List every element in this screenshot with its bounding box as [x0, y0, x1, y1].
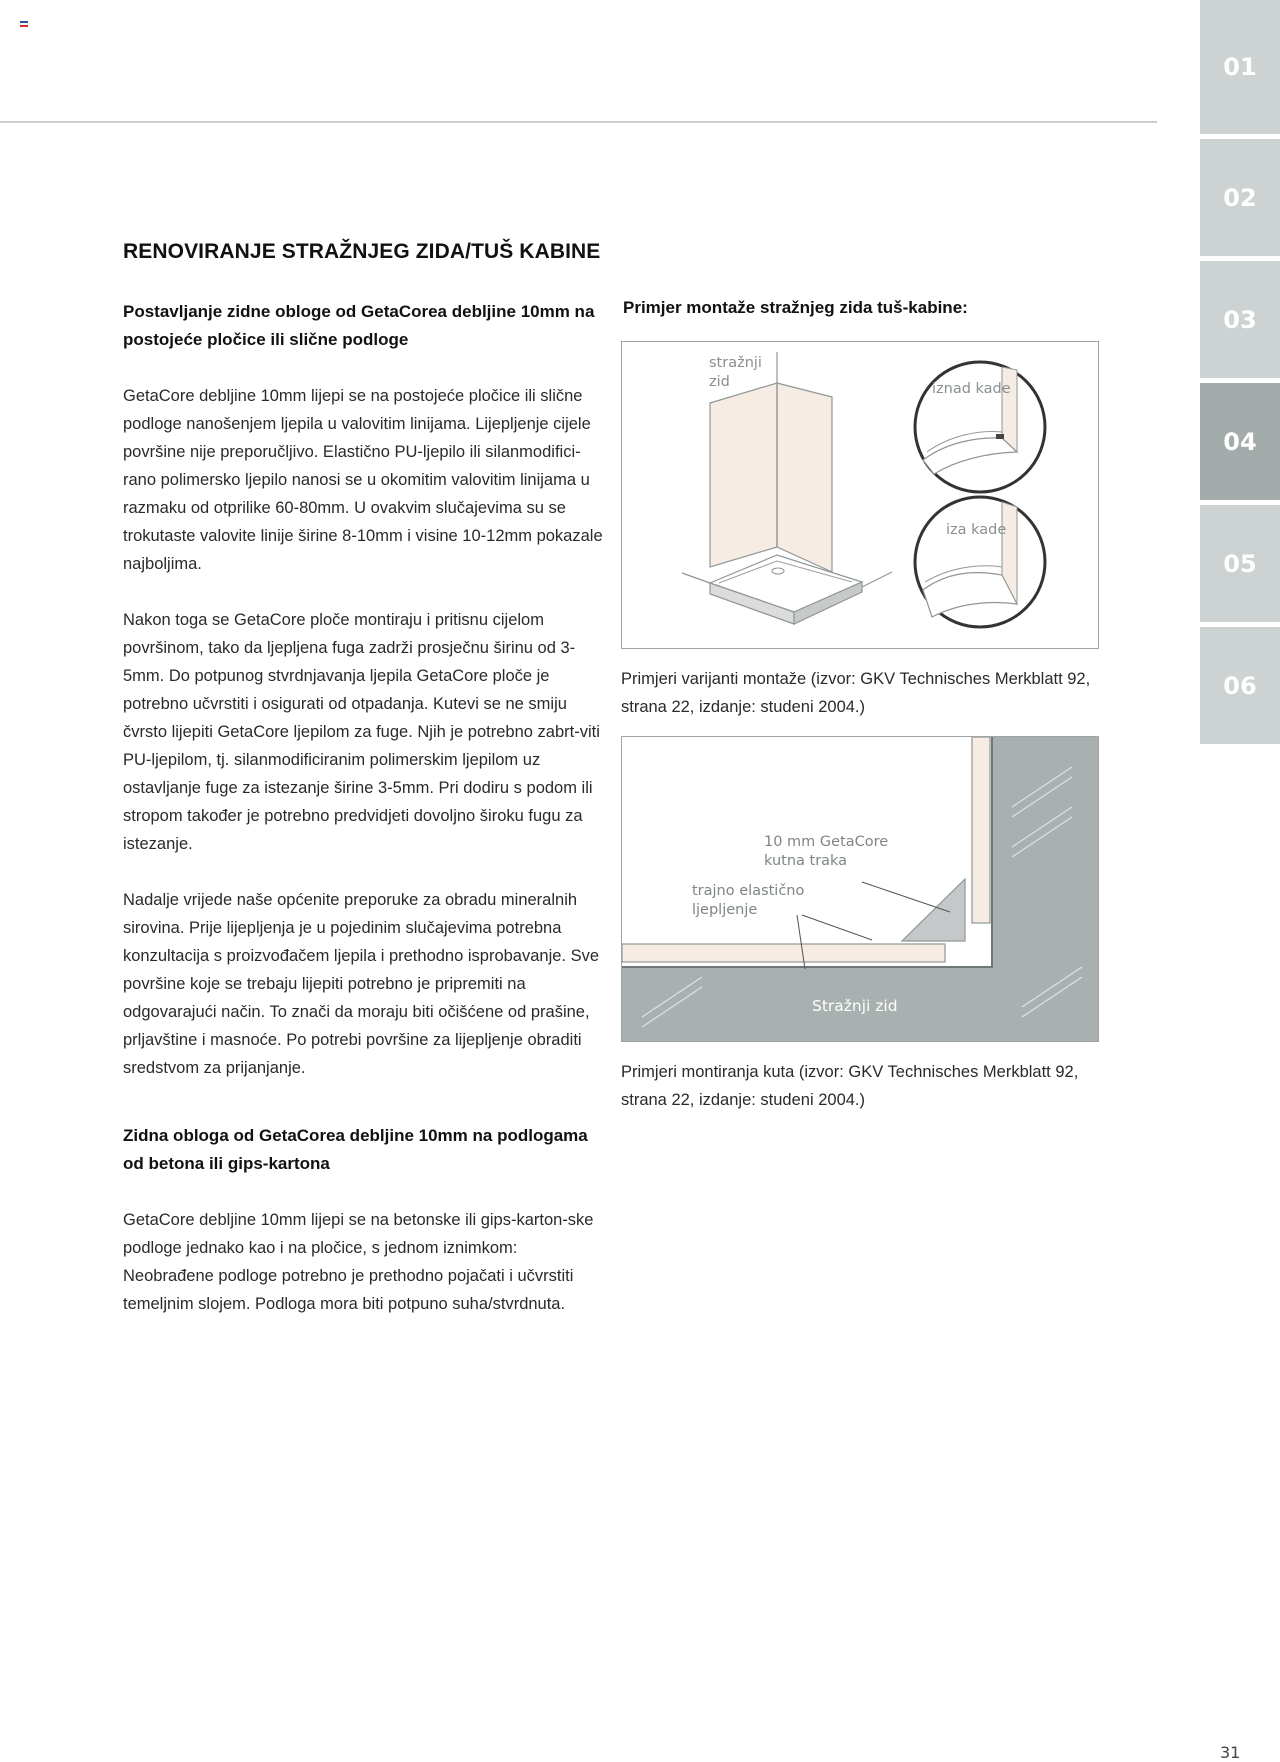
tab-chapter-04[interactable]: 04 [1200, 383, 1280, 500]
language-flag-icon[interactable] [20, 21, 28, 27]
shower-wall-figure [621, 341, 1099, 649]
label-elastic-glue-2: ljepljenje [692, 902, 758, 918]
header-divider [0, 121, 1157, 123]
label-rear-wall-1: stražnji [709, 355, 762, 371]
figure1-title: Primjer montaže stražnjeg zida tuš-kabine: [623, 298, 968, 317]
tab-chapter-02[interactable]: 02 [1200, 139, 1280, 256]
tab-chapter-03[interactable]: 03 [1200, 261, 1280, 378]
section1-paragraph-1: GetaCore debljine 10mm lijepi se na postojeće pločice ili slične podloge nanošenjem ljepila u valovitim linijama. Lijepljenje cijele površine nije preporučljivo. Elastično PU-ljepilo ili silanmodifici-rano polimersko ljepilo nanosi se u okomitim valovitim linijama u razmaku od otprilike 60-80mm. U ovakvim slučajevima su se trokutaste valovite linije širine 8-10mm i visine 10-12mm pokazale najboljima. [123, 387, 603, 573]
label-above-tub: iznad kade [932, 381, 1011, 397]
label-corner-strip-2: kutna traka [764, 853, 848, 869]
label-behind-tub: iza kade [946, 522, 1007, 538]
section1-paragraph-2: Nakon toga se GetaCore ploče montiraju i pritisnu cijelom površinom, tako da ljepljena fuga zadrži prosječnu širinu od 3-5mm. Do potpunog stvrdnjavanja ljepila GetaCore ploče je potrebno učvrstiti i osigurati od otpadanja. Kutevi se ne smiju čvrsto lijepiti GetaCore ljepilom za fuge. Njih je potrebno zabrt-viti PU-ljepilom, tj. silanmodificiranim polimerskim ljepilom uz ostavljanje fuge za istezanje širine 3-5mm. Pri dodiru s podom ili stropom također je potrebno predvidjeti dovoljno široku fugu za istezanje. [123, 611, 600, 853]
section1-paragraph-3: Nadalje vrijede naše općenite preporuke za obradu mineralnih sirovina. Prije lijepljenja je u pojedinim slučajevima potrebna konzultacija s proizvođačem ljepila i prethodno isprobavanje. Sve površine koje se trebaju lijepiti potrebno je pripremiti na odgovarajući način. To znači da moraju biti očišćene od prašine, prljavštine i masnoće. Po potrebi površine za lijepljenje obraditi sredstvom za prijanjanje. [123, 891, 600, 1077]
page-title: RENOVIRANJE STRAŽNJEG ZIDA/TUŠ KABINE [123, 240, 601, 263]
label-corner-strip-1: 10 mm GetaCore [764, 834, 889, 850]
section2-paragraph-1: GetaCore debljine 10mm lijepi se na betonske ili gips-karton-ske podloge jednako kao i na pločice, s jednom iznimkom: Neobrađene podloge potrebno je prethodno pojačati i učvrstiti temeljnim slojem. Podloga mora biti potpuno suha/stvrdnuta. [123, 1211, 594, 1313]
label-rear-wall-2: zid [709, 374, 730, 390]
figure2-caption: Primjeri montiranja kuta (izvor: GKV Technisches Merkblatt 92, strana 22, izdanje: studeni 2004.) [621, 1063, 1079, 1109]
label-elastic-glue-1: trajno elastično [692, 883, 805, 899]
tab-chapter-01[interactable]: 01 [1200, 0, 1280, 134]
tab-chapter-06[interactable]: 06 [1200, 627, 1280, 744]
tab-chapter-05[interactable]: 05 [1200, 505, 1280, 622]
figure1-caption: Primjeri varijanti montaže (izvor: GKV Technisches Merkblatt 92, strana 22, izdanje: studeni 2004.) [621, 670, 1091, 716]
section1-heading: Postavljanje zidne obloge od GetaCorea debljine 10mm na postojeće pločice ili slične podloge [123, 302, 595, 349]
page-number: 31 [1220, 1743, 1241, 1762]
section2-heading: Zidna obloga od GetaCorea debljine 10mm na podlogama od betona ili gips-kartona [123, 1126, 588, 1173]
corner-detail-figure [621, 736, 1099, 1042]
label-back-wall: Stražnji zid [812, 997, 898, 1015]
text-column [123, 298, 603, 1318]
